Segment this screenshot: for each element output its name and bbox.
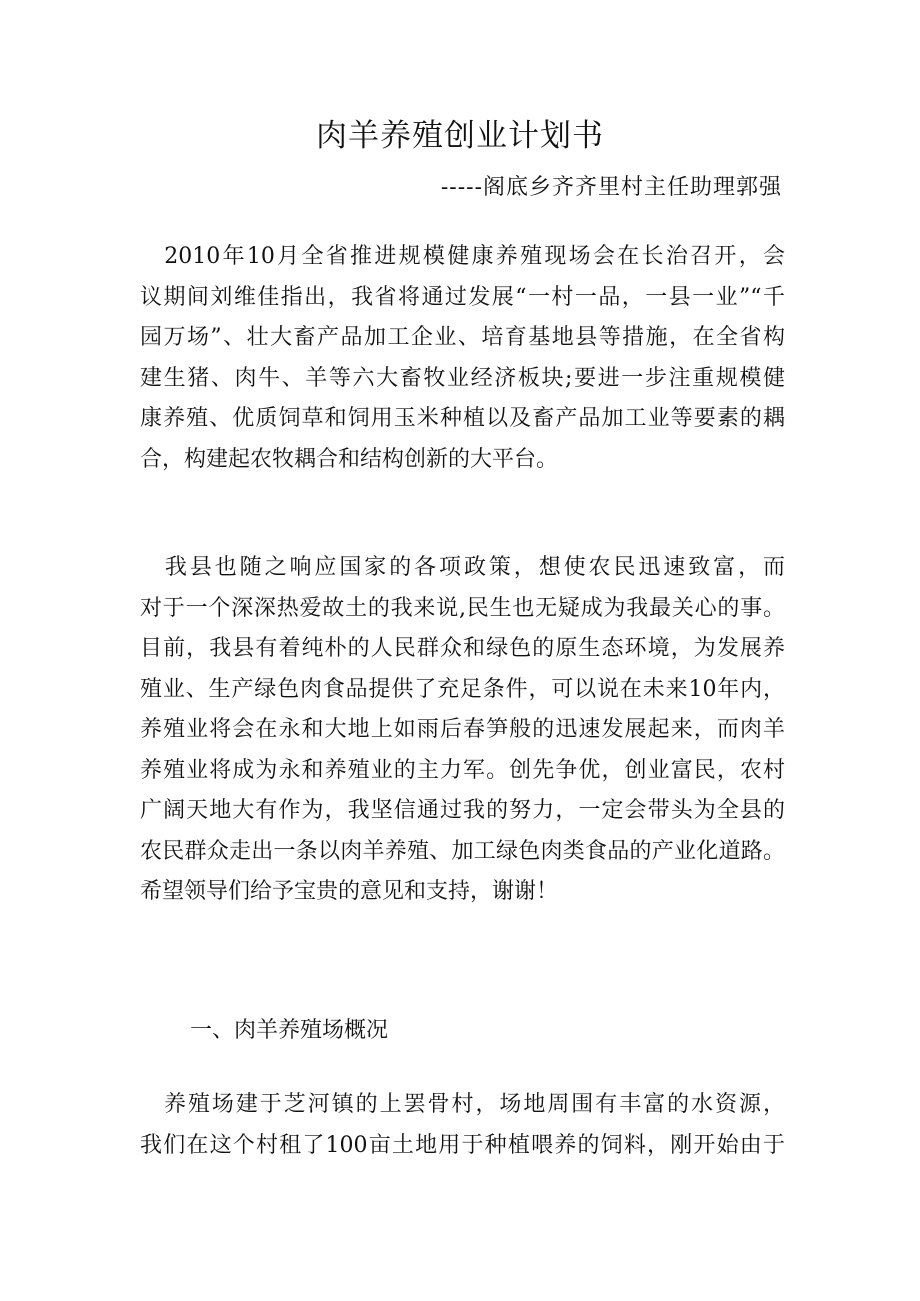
paragraph-line: 对于一个深深热爱故土的我来说,民生也无疑成为我最关心的事。 <box>140 595 785 621</box>
paragraph-line: 殖业、生产绿色肉食品提供了充足条件，可以说在未来10年内， <box>140 676 785 702</box>
section-heading: 一、肉羊养殖场概况 <box>190 1018 389 1043</box>
paragraph-line: 目前，我县有着纯朴的人民群众和绿色的原生态环境，为发展养 <box>140 636 785 661</box>
author-byline: -----阁底乡齐齐里村主任助理郭强 <box>440 175 782 200</box>
paragraph-line: 合，构建起农牧耦合和结构创新的大平台。 <box>140 446 559 472</box>
paragraph-line: 园万场”、壮大畜产品加工企业、培育基地县等措施，在全省构 <box>140 325 785 350</box>
paragraph-line: 养殖场建于芝河镇的上罢骨村，场地周围有丰富的水资源， <box>140 1092 785 1117</box>
paragraph-line: 广阔天地大有作为，我坚信通过我的努力，一定会带头为全县的 <box>140 798 785 823</box>
paragraph-line: 议期间刘维佳指出，我省将通过发展“一村一品，一县一业”“千 <box>140 284 785 310</box>
paragraph-3 <box>140 1085 785 1166</box>
document-title: 肉羊养殖创业计划书 <box>316 118 604 154</box>
paragraph-line: 养殖业将会在永和大地上如雨后春笋般的迅速发展起来，而肉羊 <box>140 717 785 742</box>
paragraph-1 <box>140 237 785 480</box>
paragraph-line: 我们在这个村租了100亩土地用于种植喂养的饲料，刚开始由于 <box>140 1132 785 1158</box>
paragraph-line: 农民群众走出一条以肉羊养殖、加工绿色肉类食品的产业化道路。 <box>140 838 785 864</box>
paragraph-line: 我县也随之响应国家的各项政策，想使农民迅速致富，而 <box>140 555 785 580</box>
paragraph-2 <box>140 548 785 913</box>
paragraph-line: 建生猪、肉牛、羊等六大畜牧业经济板块;要进一步注重规模健 <box>140 365 785 391</box>
paragraph-line: 养殖业将成为永和养殖业的主力军。创先争优，创业富民，农村 <box>140 757 785 783</box>
paragraph-line: 2010年10月全省推进规模健康养殖现场会在长治召开，会 <box>140 244 785 269</box>
paragraph-line: 康养殖、优质饲草和饲用玉米种植以及畜产品加工业等要素的耦 <box>140 406 785 431</box>
paragraph-line: 希望领导们给予宝贵的意见和支持，谢谢！ <box>140 879 559 904</box>
